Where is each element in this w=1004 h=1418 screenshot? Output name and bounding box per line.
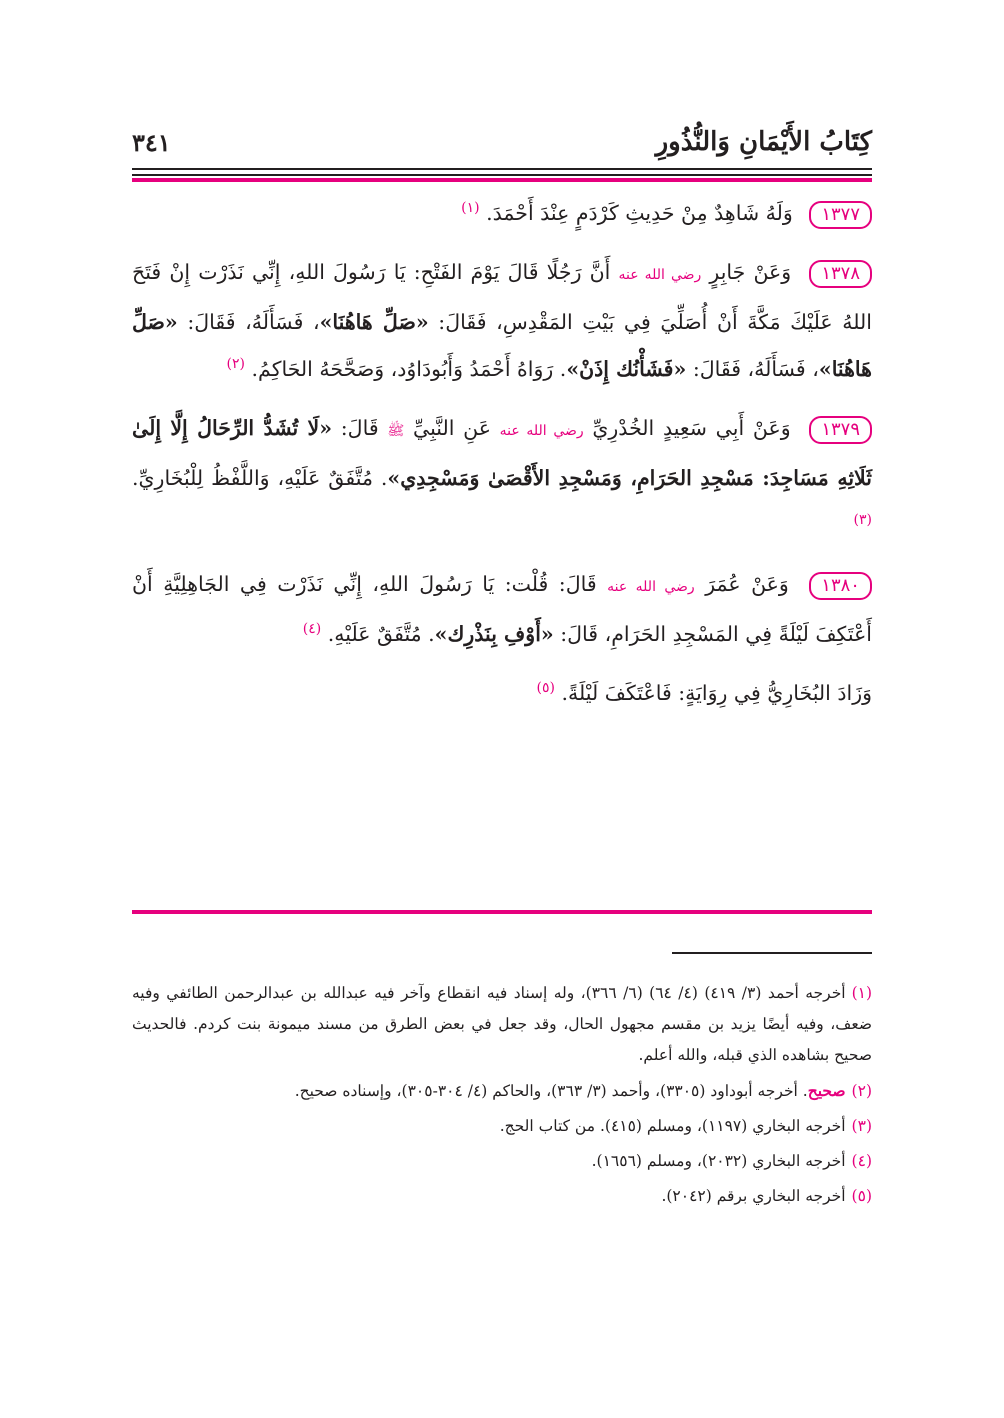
footnote-number: (٣)	[851, 1117, 872, 1135]
footnote-ref[interactable]: (٣)	[853, 512, 872, 529]
running-header	[132, 116, 872, 168]
footnote-number: (١)	[851, 984, 873, 1002]
addendum	[132, 670, 872, 717]
hadith-number: ١٣٨٠	[809, 572, 872, 600]
footnote-ref[interactable]: (١)	[461, 200, 480, 217]
prophetic-quote: «أَوْفِ بِنَذْرِك»	[434, 622, 554, 646]
prophetic-quote: «صَلِّ هَاهُنَا»	[319, 310, 429, 334]
addendum-text: وَزَادَ البُخَارِيُّ فِي رِوَايَةٍ: فَاعْتَكَفَ لَيْلَةً.	[561, 681, 872, 705]
footnote-3	[132, 1111, 872, 1142]
footnote-text: أخرجه أحمد (٣/ ٤١٩) (٤/ ٦٤) (٦/ ٣٦٦)، وله إسناد فيه انقطاع وآخر فيه عبدالله بن عبدالرحمن الطائفي وفيه ضعف، وفيه أيضًا يزيد بن مقسم مجهول الحال، وقد جعل في بعض الطرق من مسند ميمونة بنت كردم. فالحديث صحيح بشاهده الذي قبله، والله أعلم.	[132, 984, 872, 1064]
hadith-text: وَعَنْ عُمَرَ	[705, 572, 789, 596]
hadith-1377	[132, 190, 872, 237]
hadith-text: وَعَنْ جَابِرٍ	[709, 260, 792, 284]
prophetic-quote: «فَشَأْنُك إِذَنْ»	[566, 357, 687, 381]
hadith-text: . مُتَّفَقٌ عَلَيْهِ، وَاللَّفْظُ لِلْبُخَارِيِّ.	[132, 466, 388, 490]
footnotes	[132, 978, 872, 1216]
page-number: ٣٤١	[132, 127, 171, 157]
footnote-2	[132, 1075, 872, 1107]
hadith-text: ، فَسَأَلَهُ، فَقَالَ:	[187, 310, 320, 334]
honorific-glyph: رضي الله عنه	[607, 579, 695, 595]
honorific-glyph: رضي الله عنه	[499, 423, 584, 439]
header-rule-accent	[132, 178, 872, 182]
hadith-text: أَنَّ رَجُلًا قَالَ يَوْمَ الفَتْحِ: يَا رَسُولَ اللهِ، إِنِّي نَذَرْت إِنْ فَتَحَ اللهُ عَلَيْكَ مَكَّةَ أَنْ أُصَلِّيَ فِي بَيْتِ المَقْدِسِ، فَقَالَ:	[132, 260, 872, 334]
prophetic-quote: «لَا تُشَدُّ الرِّحَالُ إِلَّا إِلَىٰ ثَلَاثِهِ مَسَاجِدَ: مَسْجِدِ الحَرَامِ، وَمَسْجِدِ الأَقْصَىٰ وَمَسْجِدِي»	[132, 416, 872, 490]
footnote-number: (٢)	[851, 1082, 872, 1100]
footnote-4	[132, 1146, 872, 1177]
footnote-5	[132, 1181, 872, 1212]
prophetic-quote: «صَلِّ هَاهُنَا»	[132, 310, 872, 381]
grade-label: صحيح	[807, 1081, 846, 1100]
hadith-text: . رَوَاهُ أَحْمَدُ وَأَبُودَاوُد، وَصَحَّحَهُ الحَاكِمُ.	[251, 357, 567, 381]
hadith-text: عَنِ النَّبِيِّ	[412, 416, 491, 440]
footnote-ref[interactable]: (٥)	[536, 680, 555, 697]
salawat-glyph: ﷺ	[387, 423, 405, 439]
footnote-text: أخرجه البخاري (١١٩٧)، ومسلم (٤١٥). من كتاب الحج.	[499, 1117, 846, 1135]
footnote-text: أخرجه البخاري برقم (٢٠٤٢).	[661, 1187, 846, 1205]
footnote-separator	[672, 952, 872, 954]
hadith-text: قَالَ:	[340, 416, 379, 440]
hadith-text: قَالَ: قُلْت: يَا رَسُولَ اللهِ، إِنِّي نَذَرْت فِي الجَاهِلِيَّةِ أَنْ أَعْتَكِفَ لَيْلَةً فِي المَسْجِدِ الحَرَامِ، قَالَ:	[132, 572, 872, 646]
footnote-number: (٤)	[851, 1152, 872, 1170]
hadith-number: ١٣٧٧	[809, 201, 872, 229]
hadith-1378	[132, 249, 872, 393]
text-end-rule	[132, 910, 872, 914]
hadith-number: ١٣٧٨	[809, 260, 872, 288]
hadith-text: . مُتَّفَقٌ عَلَيْهِ.	[327, 622, 435, 646]
header-rule-top	[132, 168, 872, 170]
hadith-number: ١٣٧٩	[809, 416, 872, 444]
footnote-ref[interactable]: (٤)	[302, 621, 322, 638]
footnote-ref[interactable]: (٢)	[226, 356, 245, 373]
hadith-text: وَعَنْ أَبِي سَعِيدٍ الخُدْرِيِّ	[592, 416, 791, 440]
hadith-text: وَلَهُ شَاهِدٌ مِنْ حَدِيثِ كَرْدَمٍ عِنْدَ أَحْمَدَ.	[486, 201, 793, 225]
footnote-1	[132, 978, 872, 1071]
hadith-1379	[132, 405, 872, 549]
footnote-number: (٥)	[851, 1187, 872, 1205]
hadith-text: ، فَسَأَلَهُ، فَقَالَ:	[692, 357, 819, 381]
hadith-1380	[132, 561, 872, 658]
main-text	[132, 190, 872, 729]
book-title: كِتَابُ الأَيْمَانِ وَالنُّذُورِ	[655, 127, 872, 157]
honorific-glyph: رضي الله عنه	[618, 267, 702, 283]
footnote-text: أخرجه البخاري (٢٠٣٢)، ومسلم (١٦٥٦).	[591, 1152, 846, 1170]
footnote-text: . أخرجه أبوداود (٣٣٠٥)، وأحمد (٣/ ٣٦٣)، والحاكم (٤/ ٣٠٤-٣٠٥)، وإسناده صحيح.	[294, 1082, 808, 1100]
header-rule-middle	[132, 174, 872, 176]
